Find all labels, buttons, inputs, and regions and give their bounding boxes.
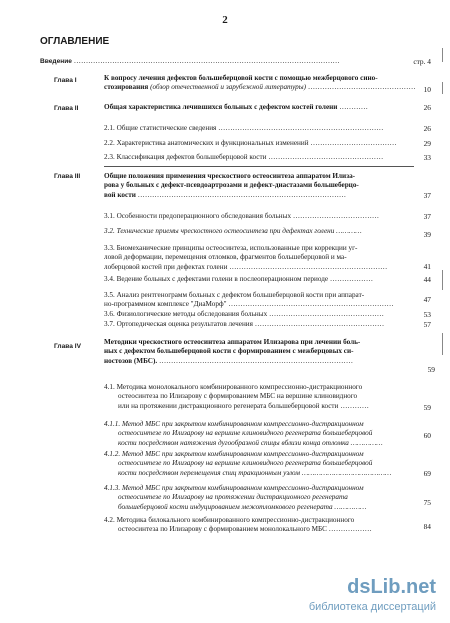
toc-entry: 4.1. Методика монолокального комбинированного компрессионно-дистракционного остеосинтеза по Илизарову с формированием МБС на вершине клиновидного или на протяжении дистракционного регенерата большеберцовой кости ………… — [104, 383, 369, 410]
page-ref: 53 — [423, 310, 431, 319]
page-ref: 37 — [423, 191, 431, 200]
page-ref: 84 — [423, 522, 431, 531]
margin-line-2 — [442, 82, 443, 94]
toc-heading: ОГЛАВЛЕНИЕ — [40, 36, 110, 47]
page-ref: 59 — [423, 403, 431, 412]
page-ref: 29 — [423, 139, 431, 148]
watermark-caption: библиотека диссертаций — [308, 601, 436, 613]
chapter-label: Глава III — [54, 173, 81, 180]
margin-line-1 — [442, 48, 443, 62]
chapter-label: Глава II — [54, 105, 79, 112]
toc-entry: 4.1.3. Метод МБС при закрытом комбинированном компрессионно-дистракционном остеосинтезе по Илизарову на протяжении дистракционного регенерата большеберцовой кости индуцированием межотломкового регенерата …………… — [104, 484, 367, 511]
page-ref: 10 — [423, 85, 431, 94]
toc-entry: 4.2. Методика билокального комбинированного компрессионно-дистракционного остеосинтеза по Илизарову с формированием монолокального МБС ……………… — [104, 516, 372, 534]
page-ref: 44 — [423, 275, 431, 284]
page-ref: 59 — [427, 365, 435, 374]
toc-entry: 3.7. Ортопедическая оценка результатов лечения ……………………………………………… — [104, 320, 385, 328]
toc-entry: 3.4. Ведение больных с дефектами голени в послеоперационном периоде ……………… — [104, 275, 373, 283]
page-ref: 37 — [423, 212, 431, 221]
page-ref: 39 — [423, 230, 431, 239]
divider — [104, 166, 414, 167]
page-ref: 33 — [423, 153, 431, 162]
toc-entry: 4.1.2. Метод МБС при закрытом комбинированном компрессионно-дистракционном остеосинтезе по Илизарову на вершине клиновидного регенерата большеберцовой кости посредством перемещения спиц тракционным узлом …………………………………… — [104, 450, 392, 477]
margin-line-3 — [442, 270, 443, 290]
page-ref: 69 — [423, 469, 431, 478]
toc-entry-chapter-4: Методики чрескостного остеосинтеза аппаратом Илизарова при лечении боль- ных с дефектом большеберцовой кости с формированием с межберцовых си- ностозов (МБС). ……………………………………………………………………… — [104, 338, 361, 365]
toc-entry: 2.2. Характеристика анатомических и функциональных изменений ……………………………… — [104, 139, 397, 147]
chapter-label: Глава IV — [54, 343, 81, 350]
page-ref: стр. 4 — [413, 57, 431, 66]
toc-entry: 3.1. Особенности предоперационного обследования больных ……………………………… — [104, 212, 380, 220]
chapter-label: Глава I — [54, 77, 77, 84]
page-ref: 26 — [423, 103, 431, 112]
margin-line-4 — [442, 333, 443, 355]
toc-entry: 3.2. Технические приемы чрескостного остеосинтеза при дефектах голени ………… — [104, 227, 362, 235]
watermark-logo: dsLib.net — [347, 576, 436, 598]
page-ref: 26 — [423, 124, 431, 133]
page-number: 2 — [222, 14, 228, 26]
toc-entry-chapter-3: Общие положения применения чрескостного остеосинтеза аппаратом Илиза- рова у больных с дефект-псевдоартрозами и дефект-диастазами большеберцо- вой кости …………………………………………………………………………… — [104, 172, 359, 199]
toc-entry-chapter-1: К вопросу лечения дефектов большеберцовой кости с помощью межберцового сино- стозирования (обзор отечественной и зарубежной литературы) ……………………………………… — [104, 74, 416, 92]
toc-entry: 2.1. Общие статистические сведения …………………………………………………………… — [104, 124, 384, 132]
toc-entry: 3.3. Биомеханические принципы остеосинтеза, использованные при коррекции уг- ловой деформации, перемещения отломков, фрагментов большеберцовой и ма- лоберцовой костей при дефектах голени ………………………………………………………… — [104, 244, 388, 271]
page-ref: 47 — [423, 295, 431, 304]
page-ref: 41 — [423, 262, 431, 271]
toc-entry-chapter-2: Общая характеристика лечившихся больных с дефектом костей голени ………… — [104, 103, 368, 111]
toc-entry: 3.5. Анализ рентгенограмм больных с дефектом большеберцовой кости при аппарат- но-программном комплексе "ДиаМорф" …………………………………………………………… — [104, 291, 394, 309]
page-ref: 57 — [423, 320, 431, 329]
page-ref: 60 — [423, 431, 431, 440]
toc-entry-intro: Введение ………………………………………………………………………………………………… — [40, 57, 340, 65]
toc-entry: 2.3. Классификация дефектов большеберцовой кости ………………………………………… — [104, 153, 384, 161]
toc-entry: 4.1.1. Метод МБС при закрытом комбинированном компрессионно-дистракционном остеосинтезе по Илизарову на вершине клиновидного регенерата большеберцовой кости посредством натяжения дугообразной спицы вблизи конца отломка …………… — [104, 420, 383, 447]
page-ref: 75 — [423, 498, 431, 507]
toc-entry: 3.6. Физиологические методы обследования больных ………………………………………… — [104, 310, 384, 318]
